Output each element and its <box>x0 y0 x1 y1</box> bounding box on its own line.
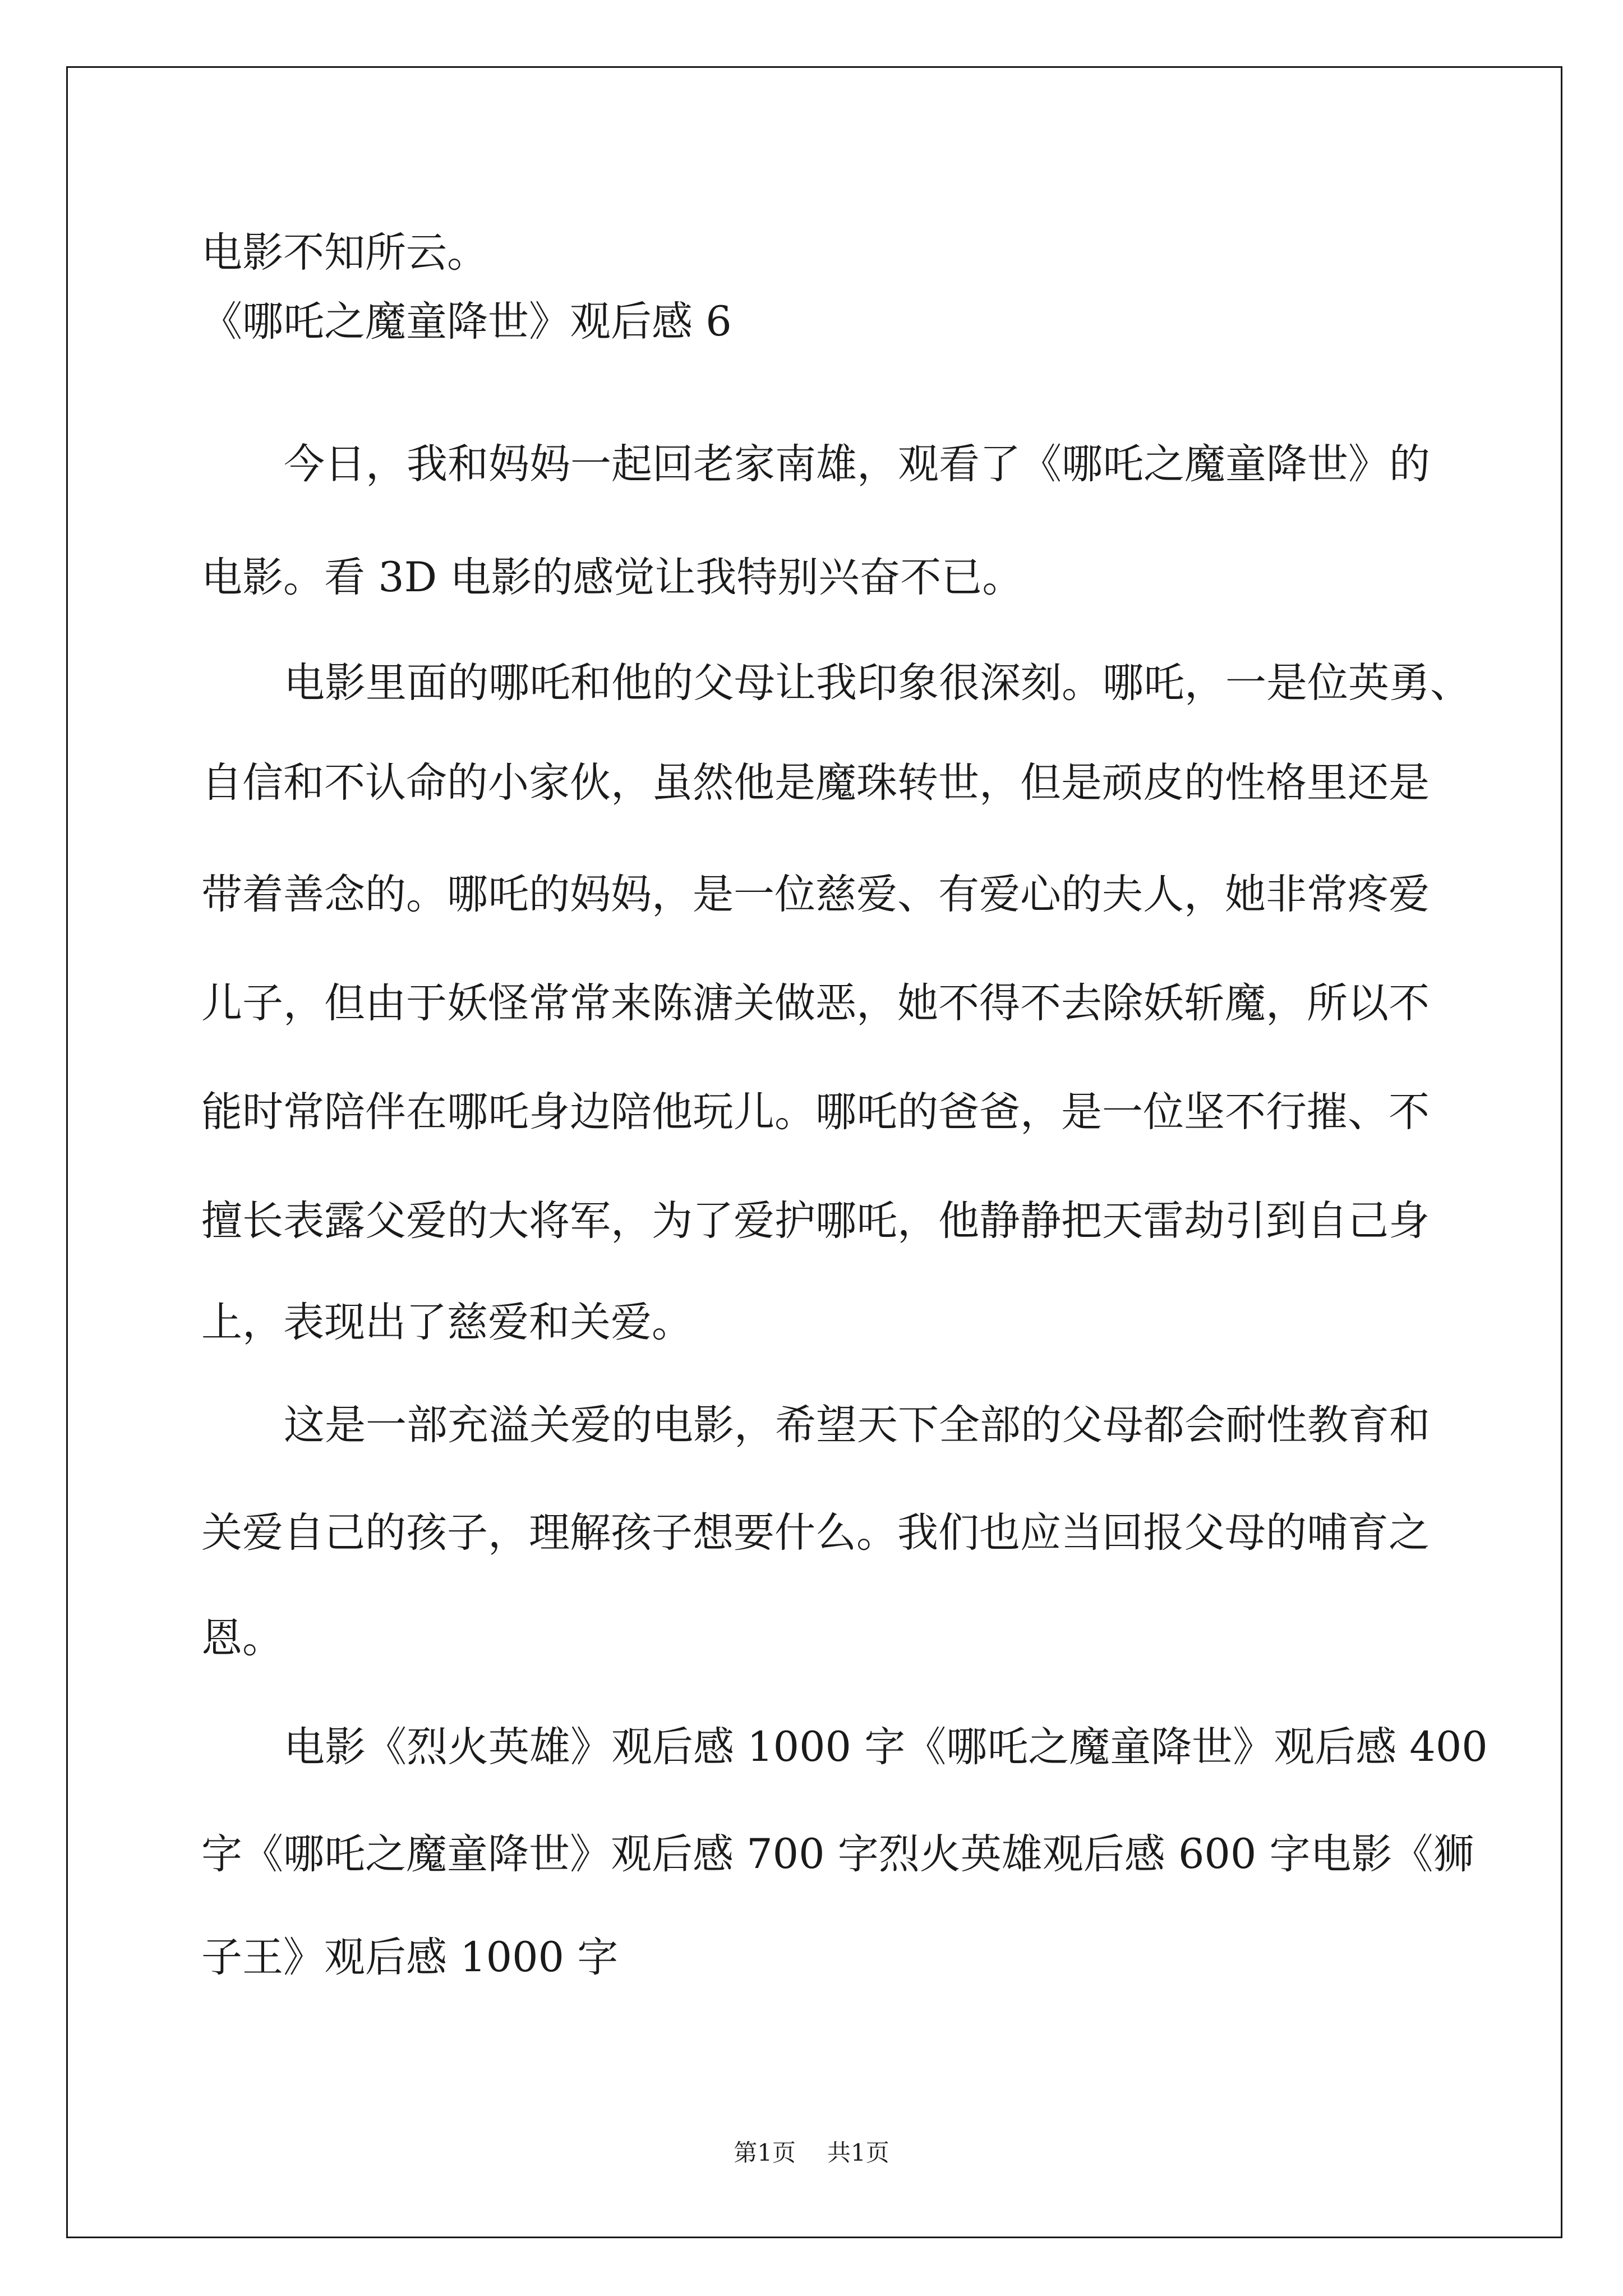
paragraph-line: 电影。看 3D 电影的感觉让我特别兴奋不已。 <box>201 554 1023 601</box>
continuation-line: 电影不知所云。 <box>201 229 488 277</box>
page-number-current: 第1页 <box>734 2139 796 2166</box>
paragraph-line: 自信和不认命的小家伙，虽然他是魔珠转世，但是顽皮的性格里还是 <box>201 759 1430 807</box>
paragraph-line: 今日，我和妈妈一起回老家南雄，观看了《哪吒之魔童降世》的 <box>284 440 1430 488</box>
paragraph-line: 擅长表露父爱的大将军，为了爱护哪吒，他静静把天雷劫引到自己身 <box>201 1197 1430 1245</box>
paragraph-line: 恩。 <box>201 1614 283 1662</box>
page-footer <box>0 2140 1623 2166</box>
paragraph-line: 这是一部充溢关爱的电影，希望天下全部的父母都会耐性教育和 <box>284 1401 1430 1449</box>
paragraph-line: 电影《烈火英雄》观后感 1000 字《哪吒之魔童降世》观后感 400 <box>284 1723 1488 1771</box>
paragraph-line: 带着善念的。哪吒的妈妈，是一位慈爱、有爱心的夫人，她非常疼爱 <box>201 871 1430 918</box>
page-border <box>66 66 1562 2238</box>
paragraph-line: 关爱自己的孩子，理解孩子想要什么。我们也应当回报父母的哺育之 <box>201 1509 1430 1557</box>
paragraph-line: 上，表现出了慈爱和关爱。 <box>201 1299 693 1346</box>
section-heading: 《哪吒之魔童降世》观后感 6 <box>201 298 732 346</box>
paragraph-line: 能时常陪伴在哪吒身边陪他玩儿。哪吒的爸爸，是一位坚不行摧、不 <box>201 1088 1430 1136</box>
page-number-total: 共1页 <box>827 2139 889 2166</box>
paragraph-line: 儿子，但由于妖怪常常来陈溏关做恶，她不得不去除妖斩魔，所以不 <box>201 979 1430 1027</box>
paragraph-line: 电影里面的哪吒和他的父母让我印象很深刻。哪吒，一是位英勇、 <box>284 659 1471 707</box>
paragraph-line: 字《哪吒之魔童降世》观后感 700 字烈火英雄观后感 600 字电影《狮 <box>201 1830 1474 1878</box>
paragraph-line: 子王》观后感 1000 字 <box>201 1934 619 1981</box>
